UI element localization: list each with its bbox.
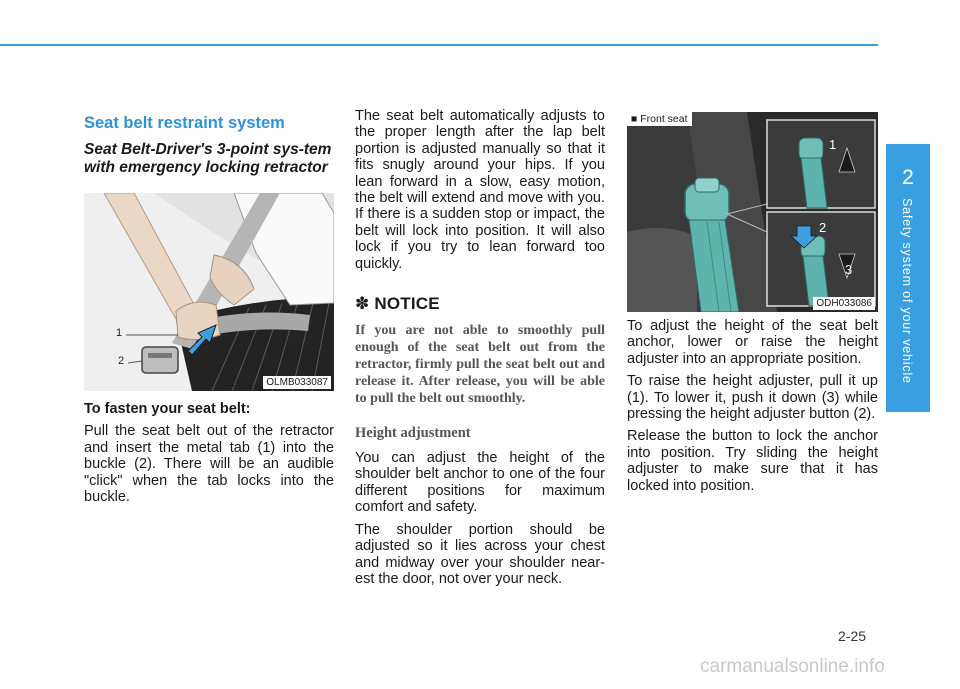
callout-1: 1 bbox=[829, 137, 837, 152]
figure-fasten-belt bbox=[84, 193, 334, 391]
callout-1: 1 bbox=[116, 327, 123, 339]
chapter-number: 2 bbox=[902, 166, 914, 189]
figure-code: ODH033086 bbox=[813, 297, 875, 310]
watermark: carmanualsonline.info bbox=[700, 656, 885, 677]
front-seat-tag: ■ Front seat bbox=[627, 112, 692, 126]
top-rule bbox=[0, 44, 878, 46]
auto-adjust-text: The seat belt automatically adjusts to the proper length after the lap belt portion is adjusted manually so that it fits snugly around your hips. If you lean forward in a slow, easy motion, the belt will extend and move with you. If there is a sudden stop or impact, the belt will lock into position. It will also lock if you try to lean forward too quickly. bbox=[355, 108, 605, 272]
chapter-label: Safety system of your vehicle bbox=[900, 198, 914, 384]
adjust-text-2: To raise the height adjuster, pull it up (1). To lower it, push it down (3) while pressing the height adjuster button (2). bbox=[627, 373, 878, 423]
figure-code: OLMB033087 bbox=[263, 376, 331, 389]
fasten-body: Pull the seat belt out of the retractor and insert the metal tab (1) into the buckle (2). There will be an audible "click" when the tab locks into the buckle. bbox=[84, 423, 334, 506]
callout-3: 3 bbox=[845, 262, 853, 277]
callout-2: 2 bbox=[819, 220, 827, 235]
fasten-heading: To fasten your seat belt: bbox=[84, 401, 251, 417]
adjust-text-3: Release the button to lock the anchor into position. Try sliding the height adjuster to make sure that it has locked into position. bbox=[627, 428, 878, 494]
callout-2: 2 bbox=[118, 355, 125, 367]
height-text-1: You can adjust the height of the shoulder belt anchor to one of the four different positions for maximum comfort and safety. bbox=[355, 450, 605, 516]
column-left bbox=[84, 108, 334, 511]
notice-title: ✽ NOTICE bbox=[355, 294, 440, 314]
page-number: 2-25 bbox=[838, 628, 867, 644]
height-text-2: The shoulder portion should be adjusted so it lies across your chest and midway over your shoulder near-est the door, not over your neck. bbox=[355, 521, 605, 587]
section-subtitle: Seat Belt-Driver's 3-point sys-tem with emergency locking retractor bbox=[84, 141, 332, 176]
chapter-tab bbox=[886, 144, 930, 412]
section-title: Seat belt restraint system bbox=[84, 114, 285, 132]
column-middle bbox=[355, 108, 605, 593]
figure-height-adjuster bbox=[627, 112, 878, 312]
height-adjuster-illustration bbox=[627, 112, 878, 312]
column-right bbox=[627, 112, 878, 500]
adjust-text-1: To adjust the height of the seat belt anchor, lower or raise the height adjuster into an appropriate position. bbox=[627, 318, 878, 367]
height-heading: Height adjustment bbox=[355, 425, 471, 442]
notice-body: If you are not able to smoothly pull enough of the seat belt out from the retractor, firmly pull the seat belt out and release it. After release, you will be able to pull the belt out smoothly. bbox=[355, 323, 605, 407]
